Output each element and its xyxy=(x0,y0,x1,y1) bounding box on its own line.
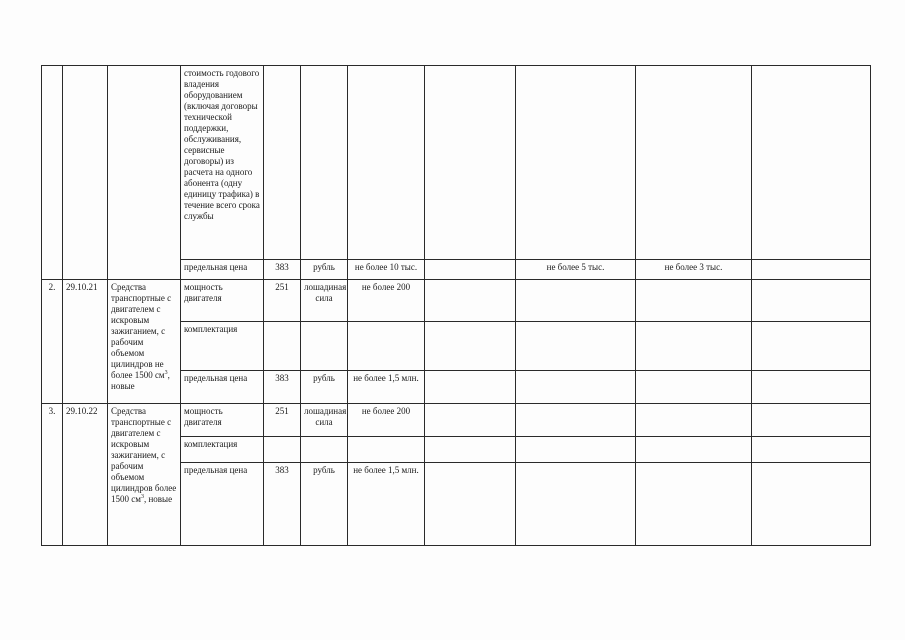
characteristic-name: предельная цена xyxy=(181,371,264,404)
empty-cell xyxy=(425,66,516,260)
okei-code xyxy=(264,66,301,260)
empty-cell xyxy=(425,463,516,546)
value-cell: не более 200 xyxy=(348,280,425,322)
value-cell: не более 1,5 млн. xyxy=(348,371,425,404)
empty-cell xyxy=(636,280,752,322)
characteristic-name: комплектация xyxy=(181,322,264,371)
empty-cell xyxy=(516,404,636,437)
okpd-code: 29.10.21 xyxy=(63,280,108,404)
empty-cell xyxy=(752,463,871,546)
empty-cell xyxy=(516,322,636,371)
empty-cell xyxy=(425,280,516,322)
empty-cell xyxy=(516,437,636,463)
empty-cell xyxy=(516,371,636,404)
empty-cell xyxy=(752,437,871,463)
item-name xyxy=(108,280,181,404)
item-name-tail: , новые xyxy=(143,494,173,504)
empty-cell xyxy=(752,404,871,437)
empty-cell xyxy=(516,463,636,546)
requirements-table xyxy=(41,65,871,546)
empty-cell xyxy=(425,371,516,404)
value-cell xyxy=(425,260,516,280)
empty-cell xyxy=(425,404,516,437)
superscript: 3 xyxy=(164,370,168,376)
okei-code xyxy=(264,437,301,463)
value-cell xyxy=(348,66,425,260)
value-cell xyxy=(348,322,425,371)
okpd-code xyxy=(63,66,108,280)
unit-name: рубль xyxy=(301,371,348,404)
empty-cell xyxy=(425,322,516,371)
item-name-tail: , новые xyxy=(111,370,170,391)
item-name-text: Средства транспортные с двигателем с искровым зажиганием, с рабочим объемом цилиндров более 1500 см xyxy=(111,406,177,504)
unit-name: рубль xyxy=(301,260,348,280)
empty-cell xyxy=(636,437,752,463)
row-number: 2. xyxy=(42,280,63,404)
empty-cell xyxy=(636,66,752,260)
empty-cell xyxy=(425,437,516,463)
value-cell: не более 1,5 млн. xyxy=(348,463,425,546)
okei-code: 251 xyxy=(264,280,301,322)
item-name xyxy=(108,66,181,280)
empty-cell xyxy=(636,463,752,546)
okei-code: 383 xyxy=(264,260,301,280)
value-cell: не более 3 тыс. xyxy=(636,260,752,280)
row-number xyxy=(42,66,63,280)
empty-cell xyxy=(752,66,871,260)
table-row xyxy=(42,66,871,260)
unit-name: рубль xyxy=(301,463,348,546)
unit-name: лошадиная сила xyxy=(301,280,348,322)
characteristic-name: предельная цена xyxy=(181,260,264,280)
empty-cell xyxy=(752,260,871,280)
okpd-code: 29.10.22 xyxy=(63,404,108,546)
okei-code: 383 xyxy=(264,463,301,546)
characteristic-name: предельная цена xyxy=(181,463,264,546)
characteristic-name: мощность двигателя xyxy=(181,280,264,322)
value-cell xyxy=(348,437,425,463)
empty-cell xyxy=(752,371,871,404)
characteristic-name: комплектация xyxy=(181,437,264,463)
row-number: 3. xyxy=(42,404,63,546)
table-row xyxy=(42,404,871,437)
empty-cell xyxy=(636,404,752,437)
okei-code xyxy=(264,322,301,371)
empty-cell xyxy=(636,322,752,371)
item-name-text: Средства транспортные с двигателем с искровым зажиганием, с рабочим объемом цилиндров не более 1500 см xyxy=(111,282,172,380)
empty-cell xyxy=(516,66,636,260)
unit-name xyxy=(301,437,348,463)
empty-cell xyxy=(636,371,752,404)
item-name xyxy=(108,404,181,546)
unit-name xyxy=(301,66,348,260)
unit-name xyxy=(301,322,348,371)
value-cell: не более 200 xyxy=(348,404,425,437)
superscript: 3 xyxy=(140,494,144,500)
value-cell: не более 10 тыс. xyxy=(348,260,425,280)
value-cell: не более 5 тыс. xyxy=(516,260,636,280)
empty-cell xyxy=(752,280,871,322)
okei-code: 383 xyxy=(264,371,301,404)
empty-cell xyxy=(516,280,636,322)
characteristic-name: стоимость годового владения оборудованием (включая договоры технической поддержки, обслуживания, сервисные договоры) из расчета на одного абонента (одну единицу трафика) в течение всего срока службы xyxy=(181,66,264,260)
table-row xyxy=(42,280,871,322)
okei-code: 251 xyxy=(264,404,301,437)
empty-cell xyxy=(752,322,871,371)
unit-name: лошадиная сила xyxy=(301,404,348,437)
characteristic-name: мощность двигателя xyxy=(181,404,264,437)
